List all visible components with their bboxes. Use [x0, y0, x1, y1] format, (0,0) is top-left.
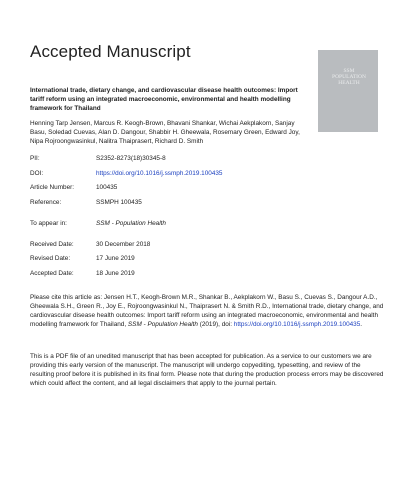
received-date-value: 30 December 2018	[96, 241, 151, 248]
article-number-label: Article Number:	[30, 184, 75, 191]
accepted-date-label: Accepted Date:	[30, 270, 74, 277]
citation-text: Please cite this article as: Jensen H.T., Keogh-Brown M.R., Shankar B., Aekplakorn W., Basu S., Cuevas S., Dangour A.D., Gheewala S.H., Green R., Joy E., Rojroongwasinkul N., Thaiprasert N. & Smith R.D., International trade, dietary change, and cardiovascular disease health outcomes: Import tariff reform using an integrated macroeconomic, environmental and health modelling framework for Thailand,	[30, 294, 384, 328]
accepted-date-value: 18 June 2019	[96, 270, 135, 277]
cover-title	[324, 68, 374, 86]
disclaimer-paragraph: This is a PDF file of an unedited manuscript that has been accepted for publication. As a service to our customers we are providing this early version of the manuscript. The manuscript will undergo copyediting, typesetting, and review of the resulting proof before it is published in its final form. Please note that during the production process errors may be discovered which could affect the content, and all legal disclaimers that apply to the journal pertain.	[30, 353, 384, 387]
citation-year: (2019), doi:	[199, 321, 233, 328]
citation-journal: SSM - Population Health	[127, 321, 198, 328]
article-number-value: 100435	[96, 184, 118, 191]
appear-in-label: To appear in:	[30, 220, 67, 227]
cover-line: SSM	[343, 68, 355, 74]
citation-paragraph	[30, 293, 385, 329]
reference-value: SSMPH 100435	[96, 199, 142, 206]
appear-in-value: SSM - Population Health	[96, 220, 166, 227]
citation-end: .	[360, 321, 363, 328]
article-authors: Henning Tarp Jensen, Marcus R. Keogh-Brown, Bhavani Shankar, Wichai Aekplakorn, Sanjay Basu, Soledad Cuevas, Alan D. Dangour, Shabbir H. Gheewala, Rosemary Green, Edward Joy, Nipa Rojroongwasinkul, Nalitra Thaiprasert, Richard D. Smith	[30, 120, 300, 145]
reference-label: Reference:	[30, 199, 62, 206]
received-date-label: Received Date:	[30, 241, 74, 248]
citation-doi-link[interactable]: https://doi.org/10.1016/j.ssmph.2019.100435	[233, 321, 361, 328]
page-heading: Accepted Manuscript	[30, 42, 191, 61]
doi-label: DOI:	[30, 170, 44, 177]
doi-link[interactable]: https://doi.org/10.1016/j.ssmph.2019.100435	[96, 170, 223, 177]
cover-line: HEALTH	[338, 80, 360, 86]
journal-cover-image	[318, 50, 378, 132]
article-title: International trade, dietary change, and cardiovascular disease health outcomes: Import tariff reform using an integrated macroeconomic, environmental and health modelling framework for Thailand	[30, 87, 298, 112]
revised-date-label: Revised Date:	[30, 255, 71, 262]
cover-line: POPULATION	[332, 74, 366, 80]
pii-value: S2352-8273(18)30345-8	[96, 155, 166, 162]
revised-date-value: 17 June 2019	[96, 255, 135, 262]
pii-label: PII:	[30, 155, 40, 162]
